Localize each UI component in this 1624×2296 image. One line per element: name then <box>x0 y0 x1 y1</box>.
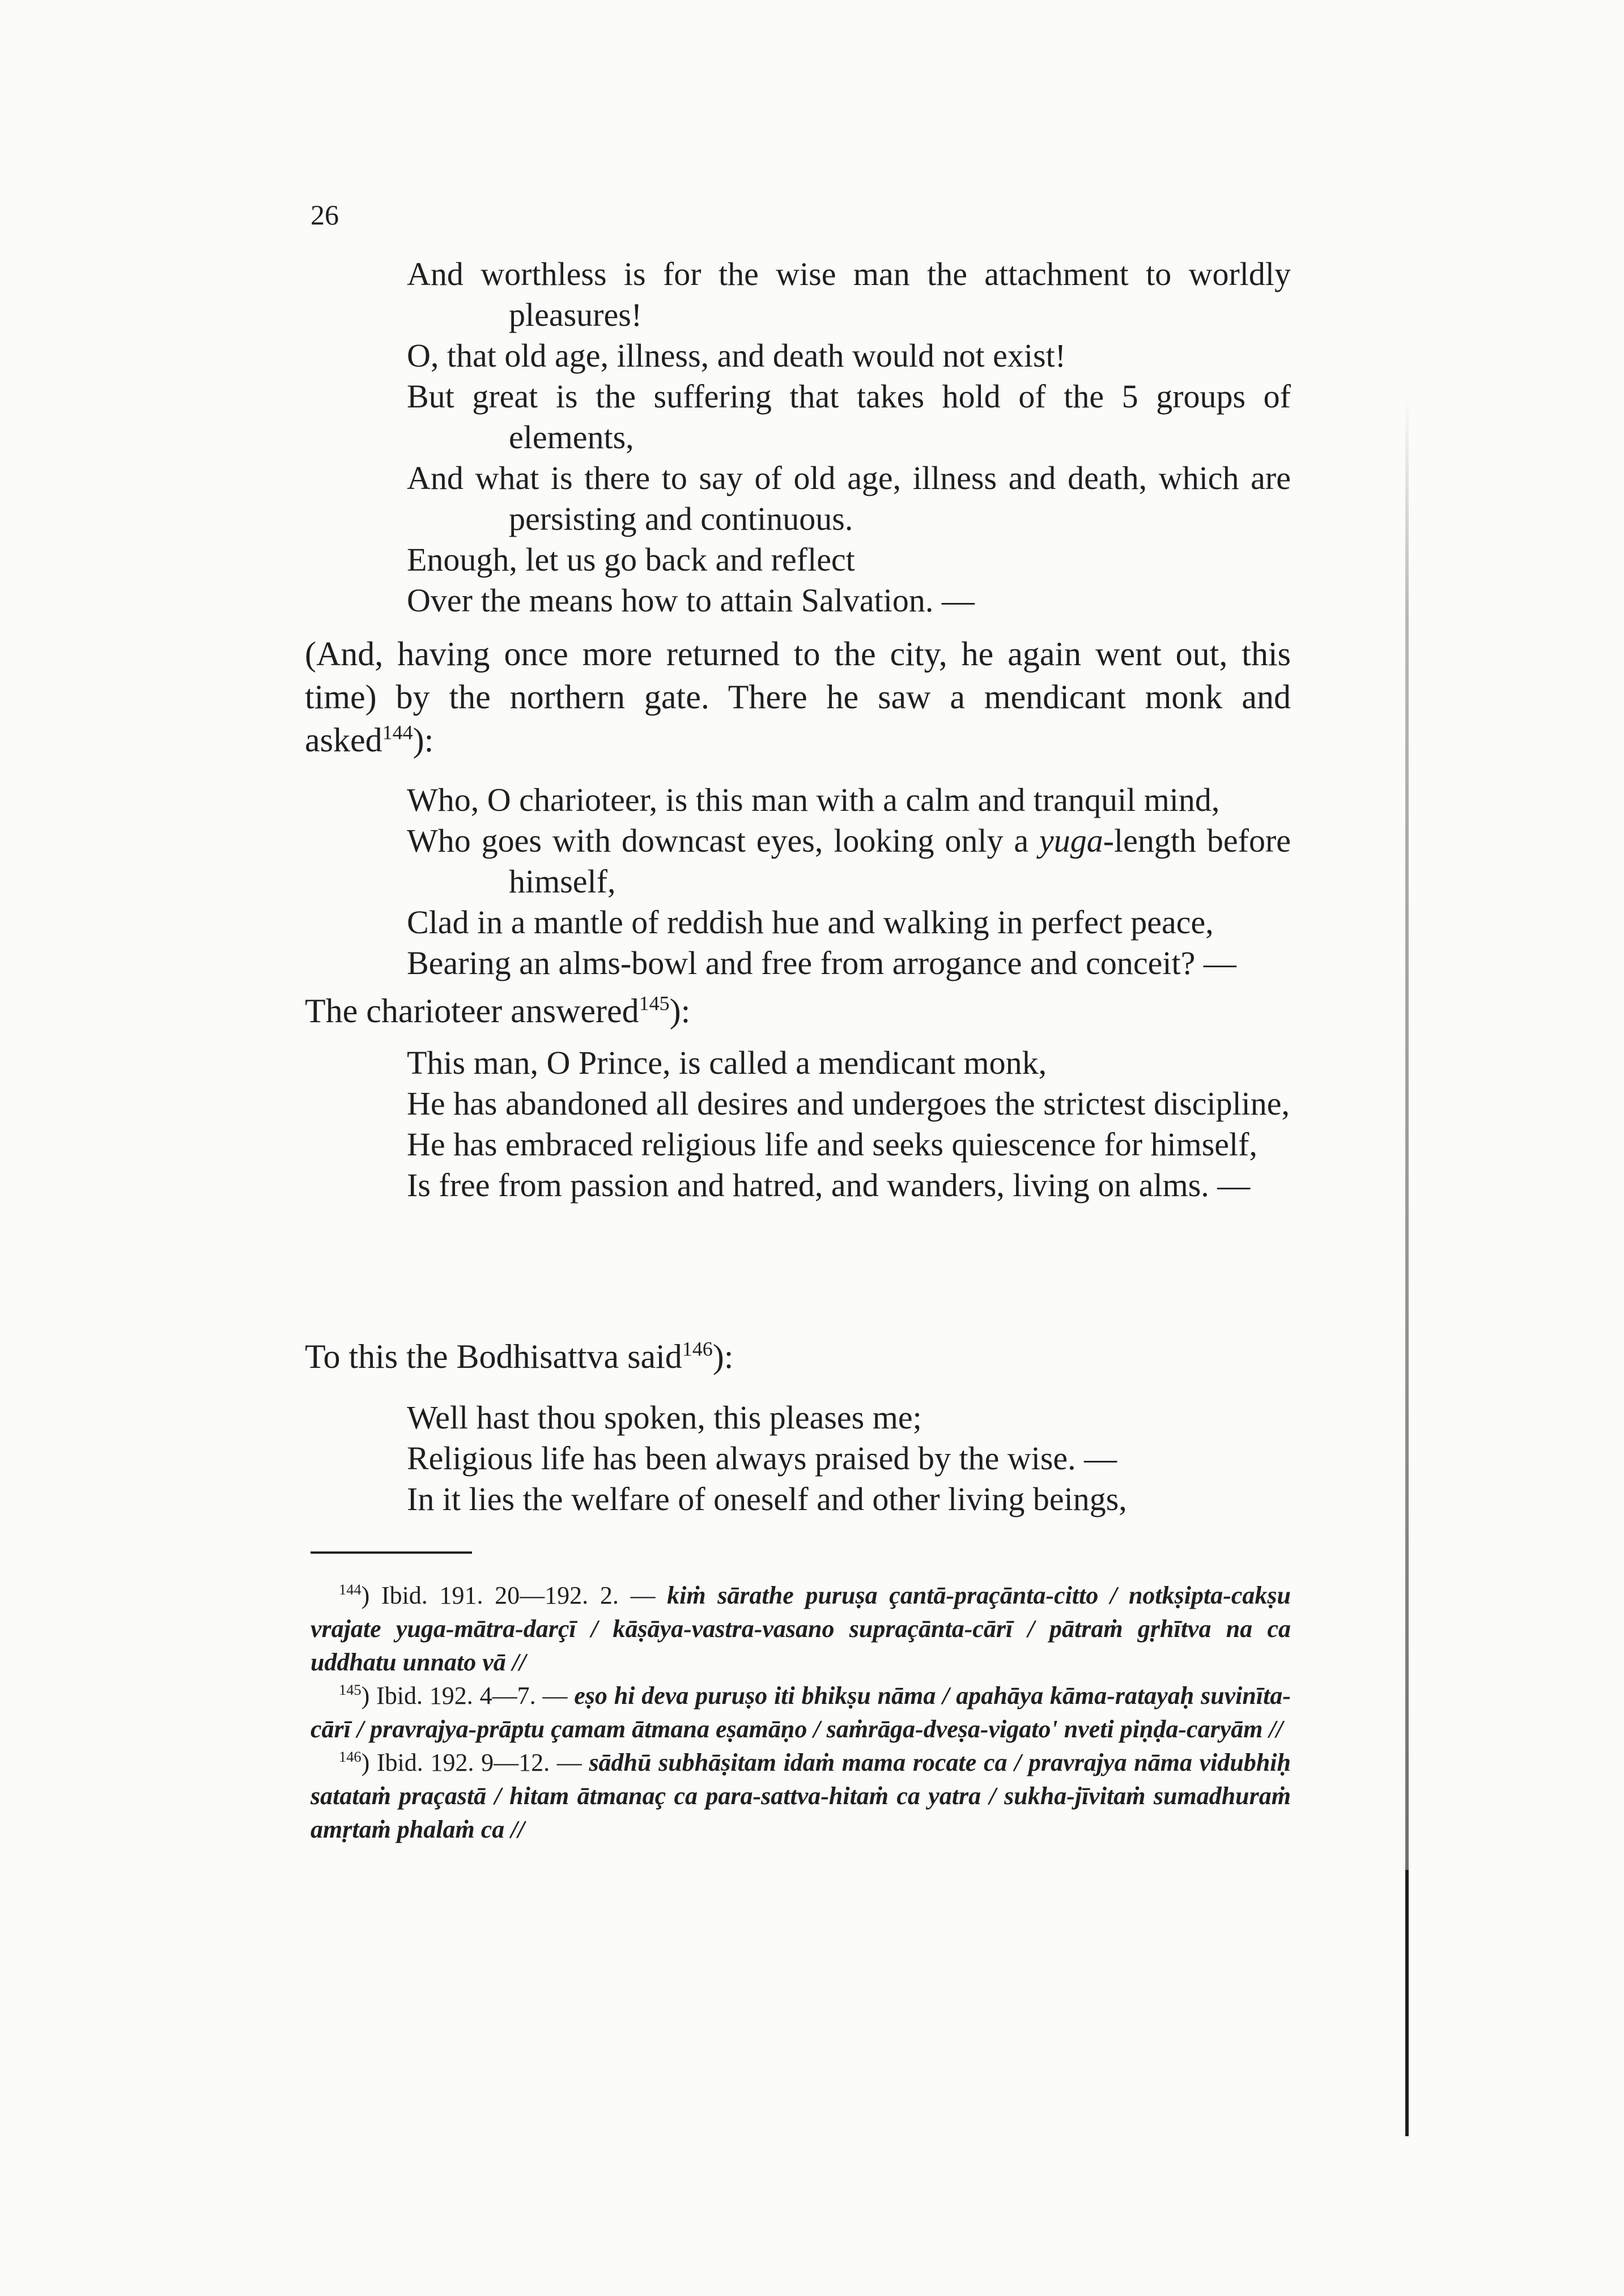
verse-block-3 <box>407 1043 1291 1206</box>
verse-line: In it lies the welfare of oneself and other living beings, <box>407 1481 1127 1517</box>
page-edge-shadow <box>1405 397 1409 1870</box>
verse-line: He has embraced religious life and seeks quiescence for himself, <box>407 1126 1257 1163</box>
footnotes <box>311 1579 1291 1846</box>
verse-line: Who goes with downcast eyes, looking only a yuga-length before himself, <box>407 822 1291 900</box>
verse-block-2 <box>407 780 1291 984</box>
prose-paragraph-2: The charioteer answered$^{145}$): <box>305 992 691 1030</box>
verse-line: Well hast thou spoken, this pleases me; <box>407 1399 922 1436</box>
page-number: 26 <box>311 199 339 231</box>
verse-line: O, that old age, illness, and death would not exist! <box>407 337 1066 374</box>
footnote-divider <box>311 1551 472 1554</box>
footnote-ref: 145 <box>639 992 670 1015</box>
verse-line: And worthless is for the wise man the attachment to worldly pleasures! <box>407 256 1291 333</box>
prose-paragraph-3: To this the Bodhisattva said$^{146}$): <box>305 1337 734 1375</box>
verse-line: Enough, let us go back and reflect <box>407 541 855 578</box>
footnote-146: $^{146}$) Ibid. 192. 9—12. — sādhū subhāṣitam idaṁ mama rocate ca / pravrajya nāma vidubhiḥ satataṁ praçastā / hitam ātmanaç ca para-sattva-hitaṁ ca yatra / sukha-jīvitaṁ sumadhuraṁ amṛtaṁ phalaṁ ca // <box>311 1748 1291 1843</box>
verse-line: Bearing an alms-bowl and free from arrogance and conceit? — <box>407 945 1236 981</box>
verse-line: This man, O Prince, is called a mendicant monk, <box>407 1044 1047 1081</box>
verse-block-1 <box>407 254 1291 621</box>
verse-block-4 <box>407 1397 1291 1520</box>
footnote-145: $^{145}$) Ibid. 192. 4—7. — eṣo hi deva puruṣo iti bhikṣu nāma / apahāya kāma-ratayaḥ suvinīta-cārī / pravrajya-prāptu çamam ātmana eṣamāṇo / saṁrāga-dveṣa-vigato' nveti piṇḍa-caryām // <box>311 1681 1291 1743</box>
page-edge-shadow-dark <box>1405 1870 1409 2136</box>
verse-line: Religious life has been always praised by the wise. — <box>407 1440 1117 1477</box>
footnote-ref: 146 <box>682 1337 713 1360</box>
verse-line: Is free from passion and hatred, and wanders, living on alms. — <box>407 1167 1251 1204</box>
footnote-ref: 144 <box>382 721 413 744</box>
verse-line: Over the means how to attain Salvation. — <box>407 582 975 619</box>
verse-line: Who, O charioteer, is this man with a calm and tranquil mind, <box>407 781 1220 818</box>
prose-paragraph-1: (And, having once more returned to the city, he again went out, this time) by the northern gate. There he saw a mendicant monk and asked$^{144}$): <box>305 635 1291 759</box>
verse-line: But great is the suffering that takes hold of the 5 groups of elements, <box>407 378 1291 456</box>
footnote-144: $^{144}$) Ibid. 191. 20—192. 2. — kiṁ sārathe puruṣa çantā-praçānta-citto / notkṣipta-cakṣu vrajate yuga-mātra-darçī / kāṣāya-vastra-vasano supraçānta-cārī / pātraṁ gṛhītva na ca uddhatu unnato vā // <box>311 1581 1291 1676</box>
verse-line: He has abandoned all desires and undergoes the strictest discipline, <box>407 1085 1290 1122</box>
verse-line: And what is there to say of old age, illness and death, which are persisting and continuous. <box>407 460 1291 537</box>
verse-line: Clad in a mantle of reddish hue and walking in perfect peace, <box>407 904 1214 941</box>
